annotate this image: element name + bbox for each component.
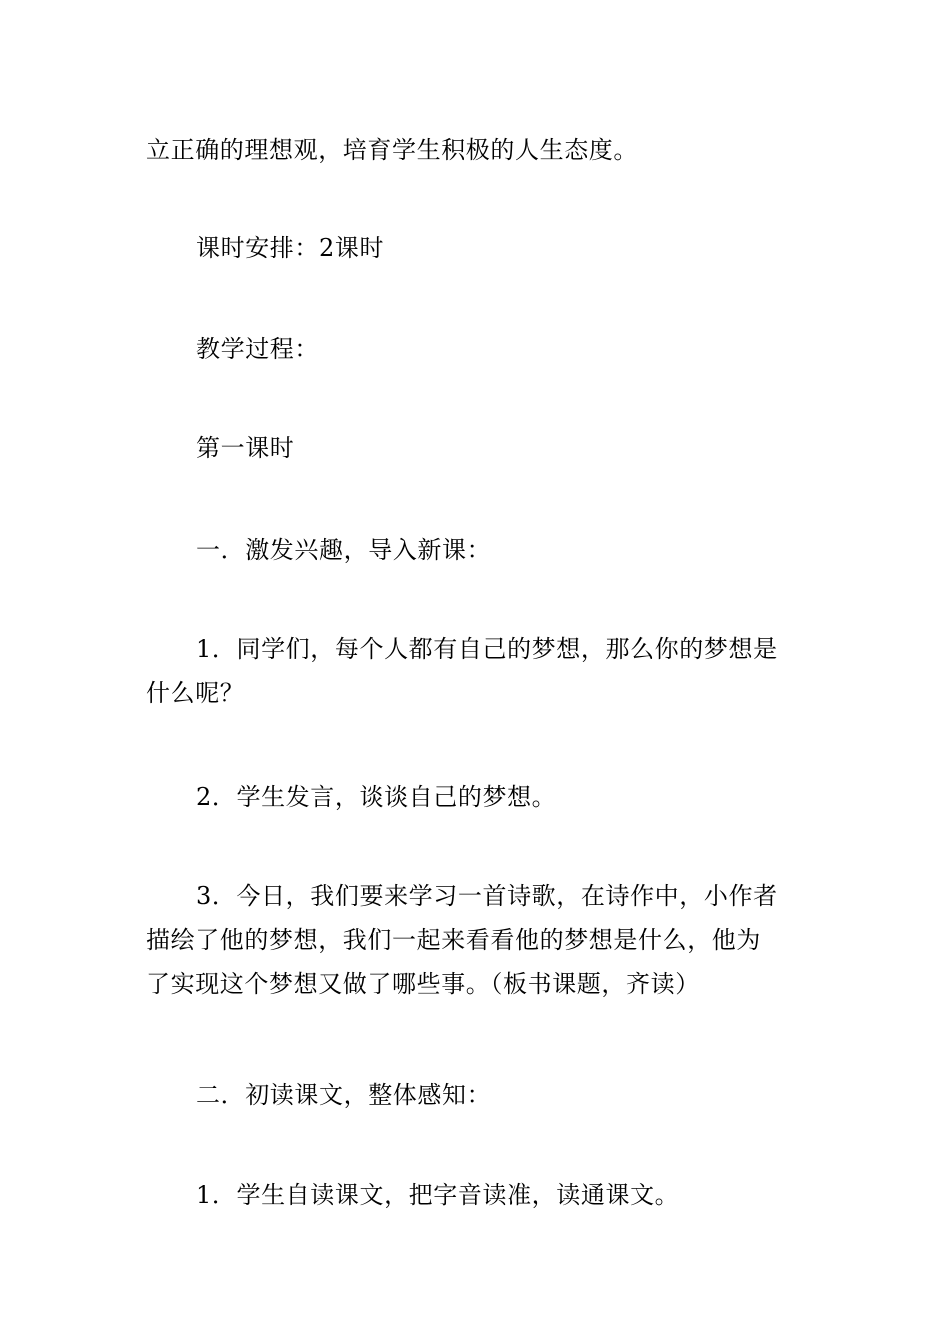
text-line: 3．今日，我们要来学习一首诗歌，在诗作中，小作者 [196,882,778,910]
text-line: 教学过程： [196,335,319,363]
section-heading-1 [146,528,810,572]
list-item-1-1 [146,627,810,715]
text-line: 第一课时 [196,434,295,462]
text-line: 描绘了他的梦想，我们一起来看看他的梦想是什么，他为 [146,926,761,954]
list-item-1-2 [146,775,810,819]
text-line: 了实现这个梦想又做了哪些事。（板书课题，齐读） [146,970,700,998]
paragraph-class-schedule [146,226,810,270]
paragraph-first-lesson [146,426,810,470]
text-line: 1．同学们，每个人都有自己的梦想，那么你的梦想是 [196,635,778,663]
list-item-1-3 [146,874,810,1006]
text-line: 1．学生自读课文，把字音读准，读通课文。 [196,1181,680,1209]
text-line: 2．学生发言，谈谈自己的梦想。 [196,783,557,811]
text-line: 立正确的理想观，培育学生积极的人生态度。 [146,136,638,164]
paragraph-objective-continuation [146,128,810,172]
list-item-2-1 [146,1173,810,1217]
paragraph-teaching-process [146,327,810,371]
text-line: 二．初读课文，整体感知： [196,1081,492,1109]
text-line: 课时安排：2课时 [196,234,385,262]
text-line: 一．激发兴趣，导入新课： [196,536,492,564]
text-line: 什么呢？ [146,679,245,707]
section-heading-2 [146,1073,810,1117]
